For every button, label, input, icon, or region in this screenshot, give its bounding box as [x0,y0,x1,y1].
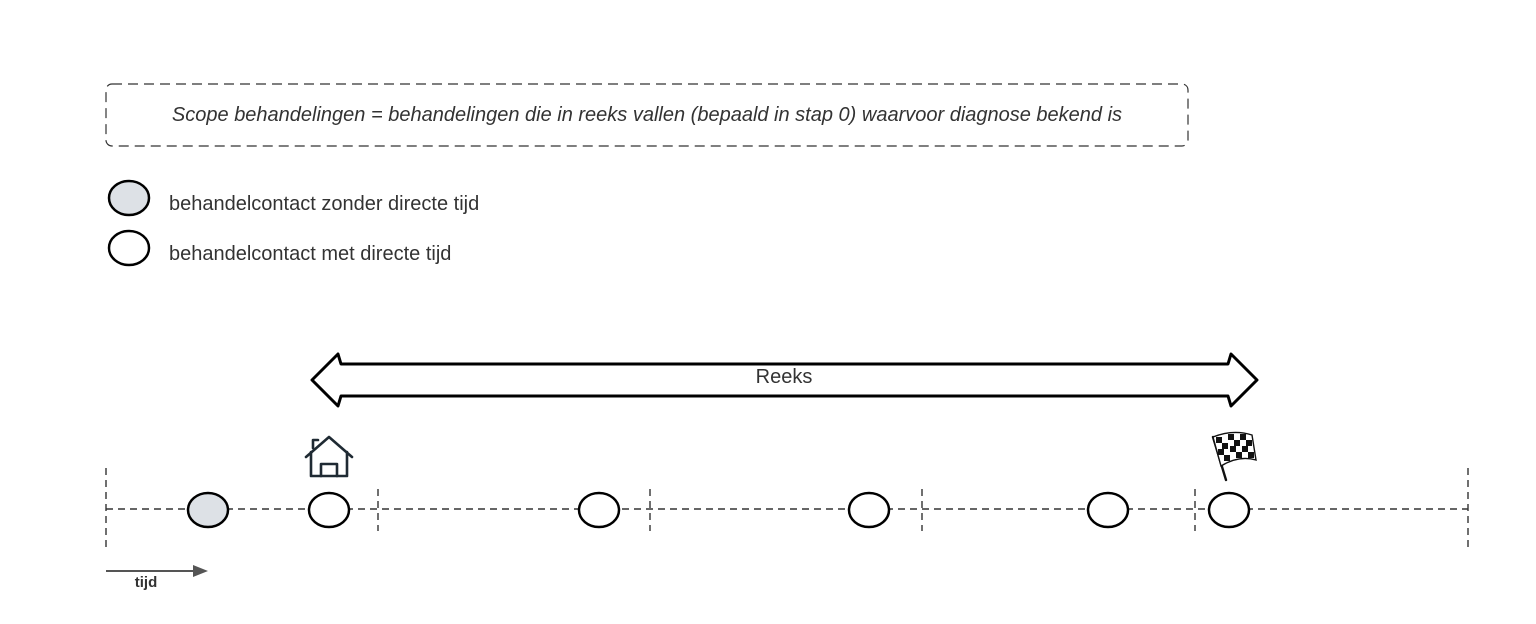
scope-text: Scope behandelingen = behandelingen die in reeks vallen (bepaald in stap 0) waarvoor diagnose bekend is [171,103,1123,126]
checkered-flag-icon [1213,432,1256,480]
contact-with-direct-time [849,493,889,527]
legend-circle-empty [109,231,149,265]
contact-with-direct-time [309,493,349,527]
contact-with-direct-time [1209,493,1249,527]
legend-label-without-direct-time: behandelcontact zonder directe tijd [169,193,480,215]
reeks-label: Reeks [755,366,813,388]
contact-with-direct-time [579,493,619,527]
legend-label-with-direct-time: behandelcontact met directe tijd [169,243,452,265]
time-axis-label: tijd [134,574,158,591]
home-icon [306,437,352,476]
contact-without-direct-time [188,493,228,527]
contact-with-direct-time [1088,493,1128,527]
legend-circle-filled [109,181,149,215]
